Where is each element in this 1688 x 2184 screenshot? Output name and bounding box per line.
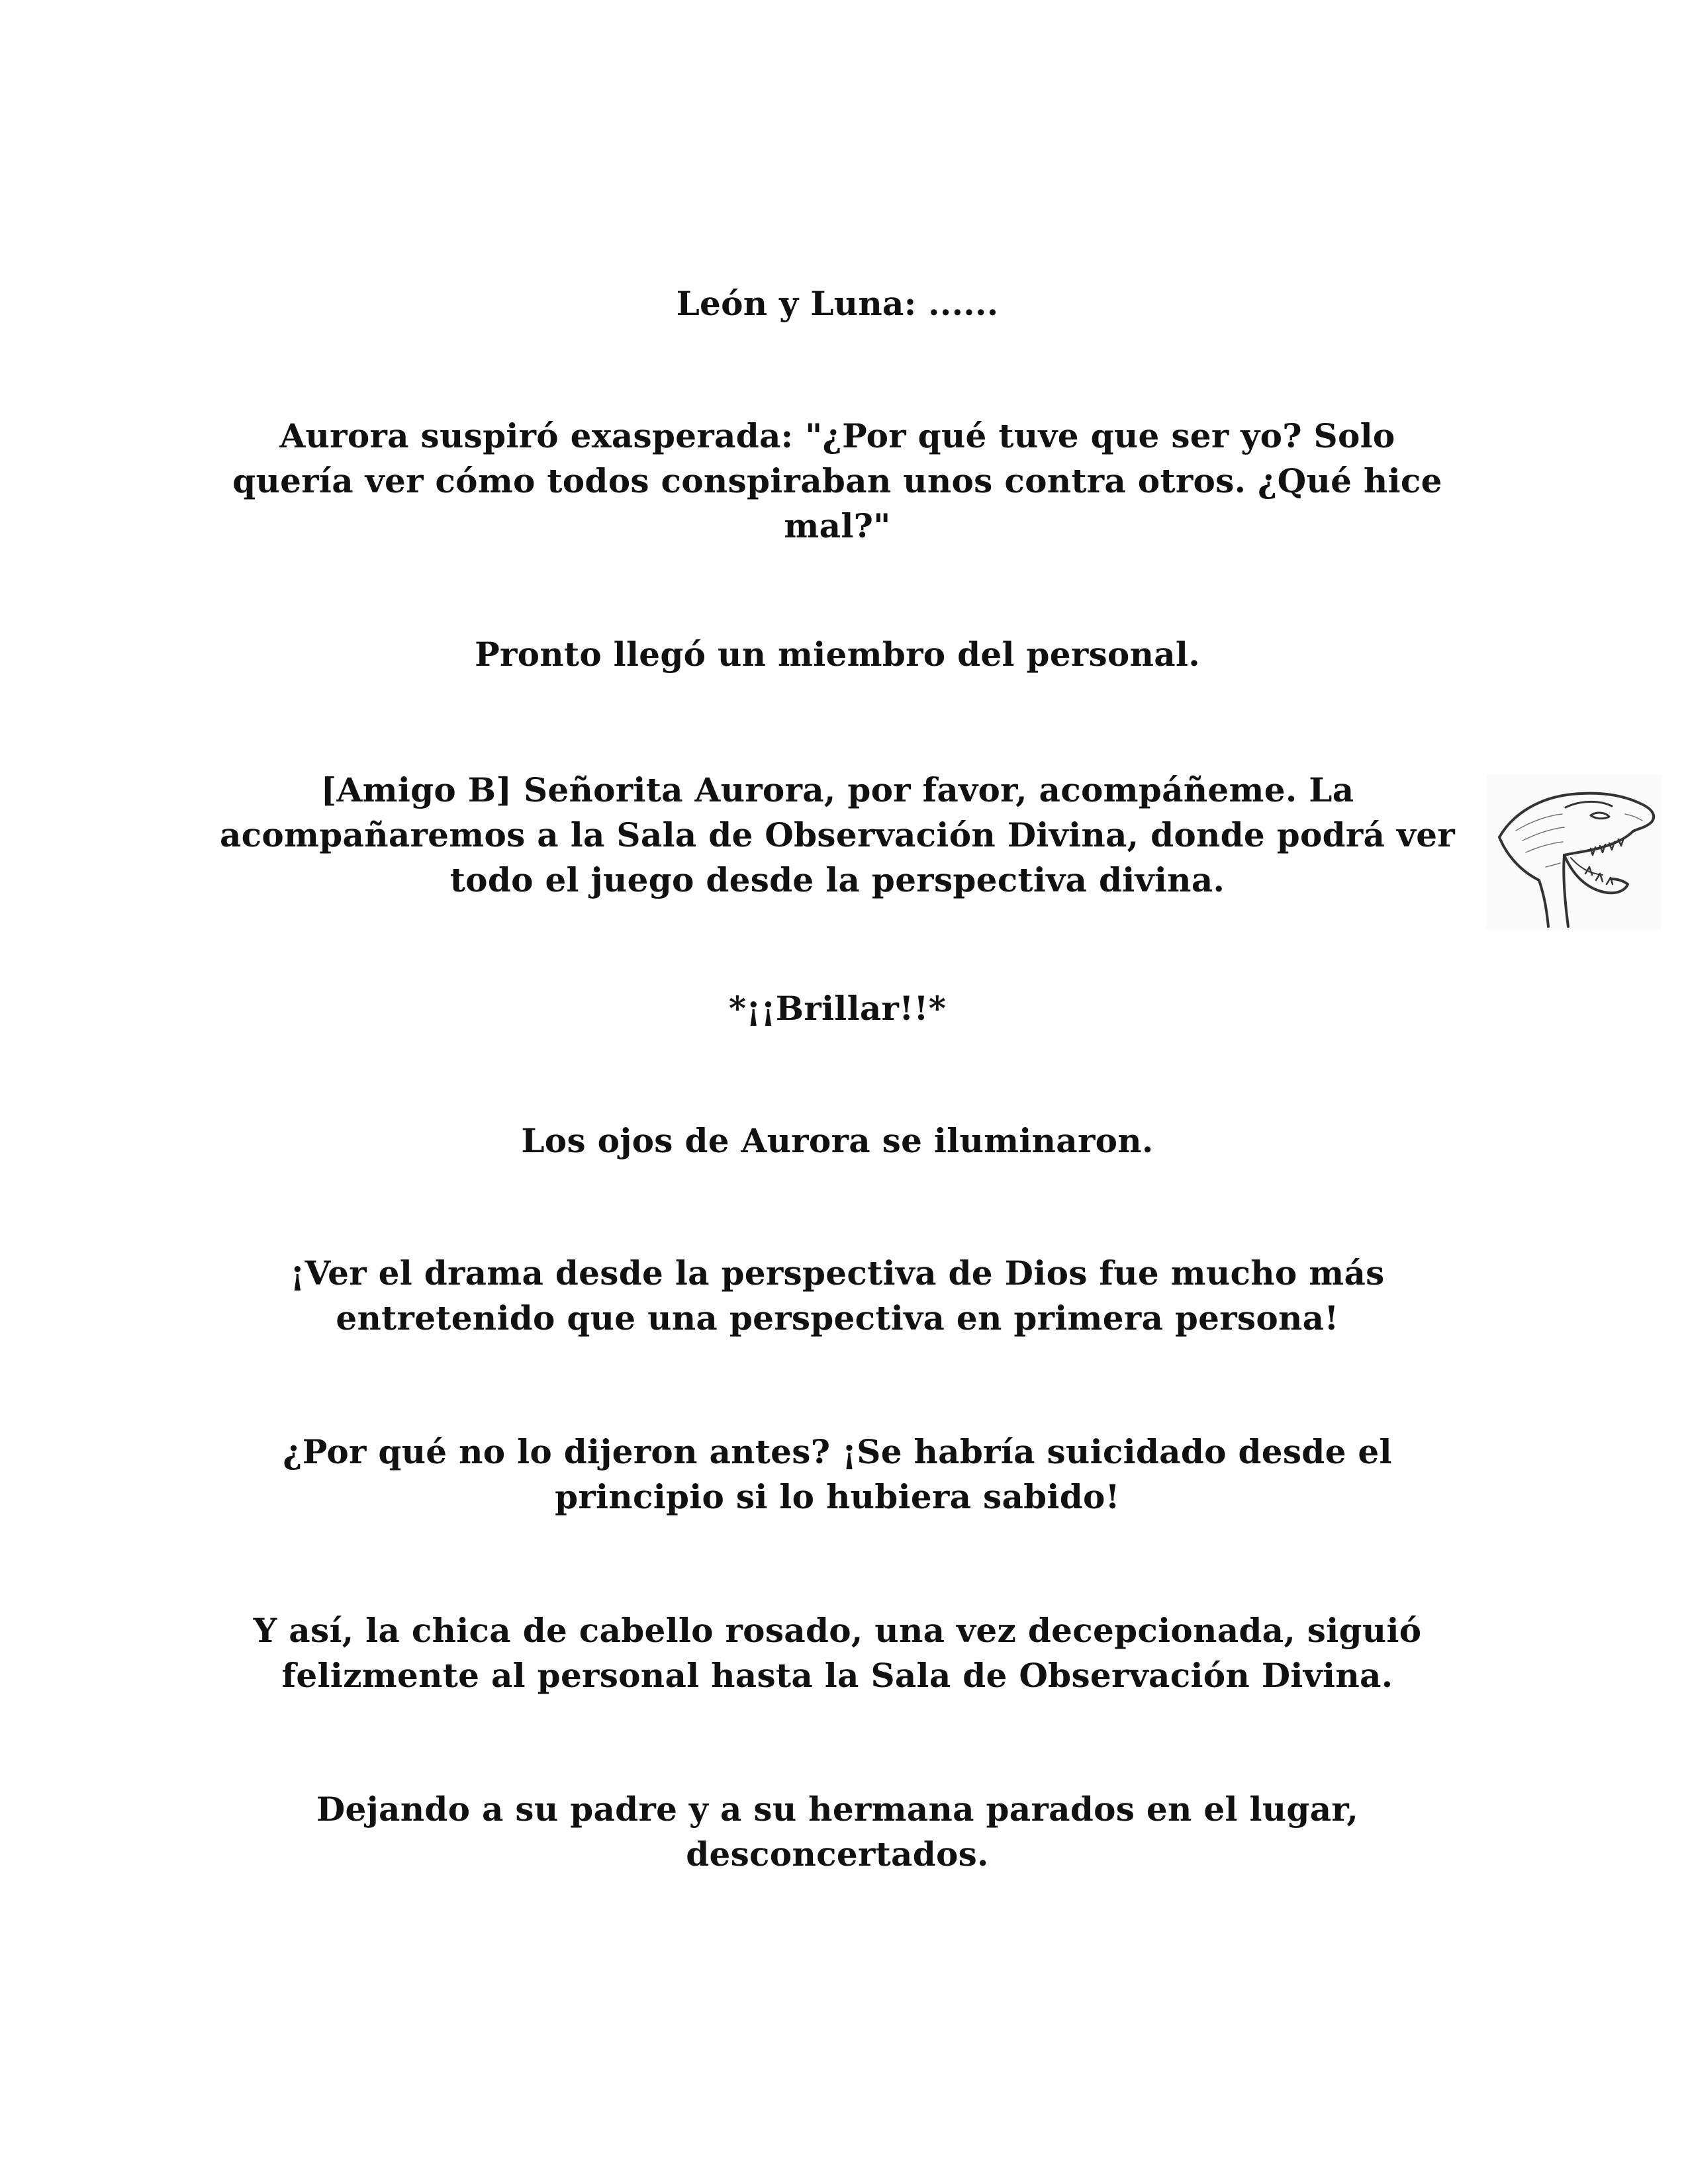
- paragraph-2: Aurora suspiró exasperada: "¿Por qué tuve que ser yo? Solo quería ver cómo todos conspiraban unos contra otros. ¿Qué hice mal?": [232, 416, 1442, 545]
- paragraph-6: Los ojos de Aurora se iluminaron.: [521, 1121, 1154, 1160]
- paragraph-3: Pronto llegó un miembro del personal.: [475, 635, 1200, 674]
- paragraph-10: Dejando a su padre y a su hermana parados en el lugar, desconcertados.: [316, 1790, 1359, 1874]
- paragraph-7: ¡Ver el drama desde la perspectiva de Dios fue mucho más entretenido que una perspectiva en primera persona!: [290, 1253, 1385, 1338]
- paragraph-8: ¿Por qué no lo dijeron antes? ¡Se habría suicidado desde el principio si lo hubiera sabido!: [283, 1432, 1392, 1516]
- paragraph-5: *¡¡Brillar!!*: [728, 989, 947, 1028]
- dinosaur-head-sketch-icon: [1486, 774, 1662, 930]
- paragraph-9: Y así, la chica de cabello rosado, una vez decepcionada, siguió felizmente al personal hasta la Sala de Observación Divina.: [253, 1611, 1422, 1695]
- paragraph-1: León y Luna: ......: [676, 284, 999, 323]
- paragraph-4: [Amigo B] Señorita Aurora, por favor, acompáñeme. La acompañaremos a la Sala de Observación Divina, donde podrá ver todo el juego desde la perspectiva divina.: [219, 770, 1456, 899]
